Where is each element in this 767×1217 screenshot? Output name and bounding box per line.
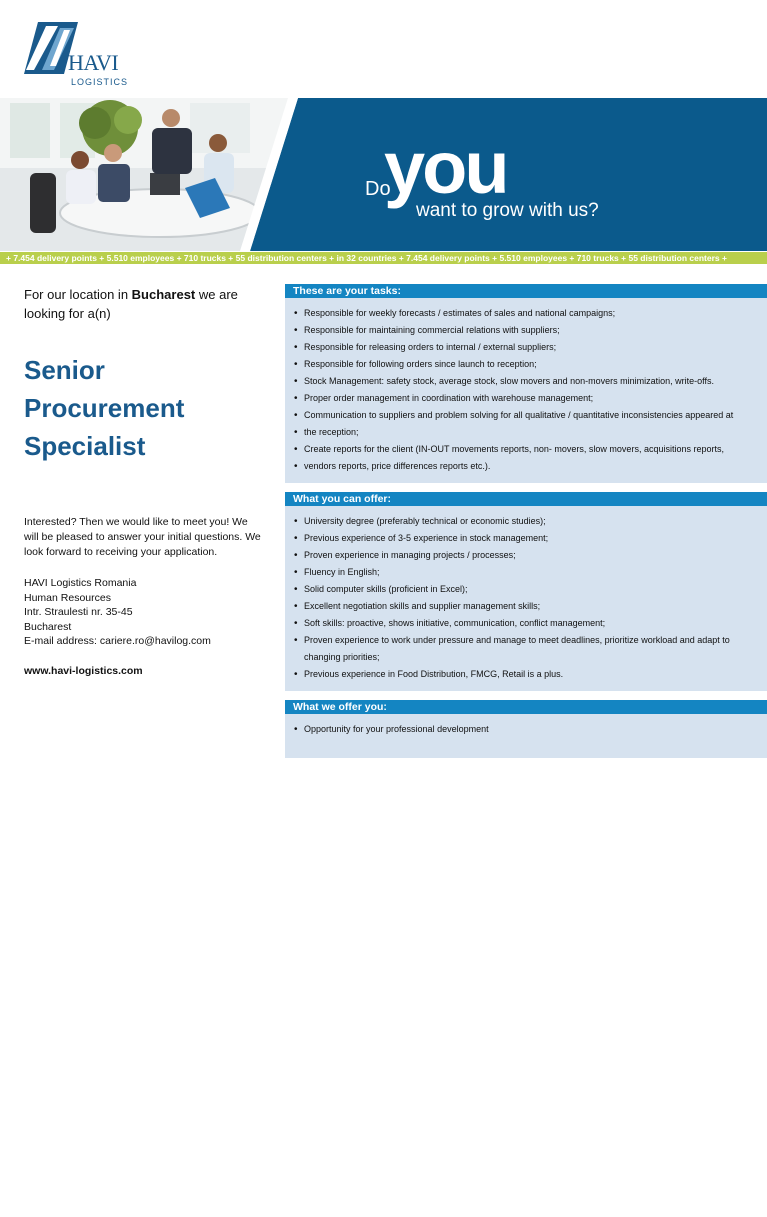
list-item-text: Proper order management in coordination with warehouse management;: [304, 393, 594, 403]
contact-email[interactable]: E-mail address: cariere.ro@havilog.com: [24, 635, 211, 647]
location-intro: [24, 285, 264, 323]
list-item-text: Responsible for following orders since launch to reception;: [304, 359, 537, 369]
list-item: [293, 547, 757, 564]
bullet-icon: •: [294, 376, 298, 387]
list-item-text: Responsible for releasing orders to internal / external suppliers;: [304, 342, 557, 352]
list-item-text: Solid computer skills (proficient in Excel);: [304, 584, 468, 594]
list-item: [293, 339, 757, 356]
website-link[interactable]: www.havi-logistics.com: [24, 664, 143, 677]
list-item-text: Excellent negotiation skills and supplier management skills;: [304, 601, 541, 611]
list-item: [293, 581, 757, 598]
bullet-icon: •: [294, 359, 298, 370]
list-item: [293, 564, 757, 581]
tasks-list: [293, 305, 757, 475]
section-requirements: [285, 492, 767, 691]
contact-line: HAVI Logistics Romania: [24, 577, 137, 589]
list-item: [293, 458, 757, 475]
bullet-icon: •: [294, 567, 298, 578]
list-item: [293, 441, 757, 458]
bullet-icon: •: [294, 618, 298, 629]
list-item: [293, 356, 757, 373]
right-column: [285, 284, 767, 758]
bullet-icon: •: [294, 325, 298, 336]
list-item: [293, 615, 757, 632]
list-item-text: Communication to suppliers and problem solving for all qualitative / quantitative inconsistencies appeared at: [304, 410, 734, 420]
bullet-icon: •: [294, 550, 298, 561]
list-item: [293, 407, 757, 424]
banner-slogan: want to grow with us?: [416, 200, 599, 221]
list-item-text: Proven experience to work under pressure and manage to meet deadlines, prioritize workload and adapt to changing priorities;: [304, 635, 730, 662]
bullet-icon: •: [294, 410, 298, 421]
bullet-icon: •: [294, 393, 298, 404]
list-item: [293, 530, 757, 547]
bullet-icon: •: [294, 635, 298, 646]
list-item-text: Previous experience in Food Distribution, FMCG, Retail is a plus.: [304, 669, 564, 679]
bullet-icon: •: [294, 601, 298, 612]
section-heading: These are your tasks:: [285, 284, 767, 298]
job-title-line: Specialist: [24, 431, 146, 461]
list-item: [293, 373, 757, 390]
list-item-text: Soft skills: proactive, shows initiative, communication, conflict management;: [304, 618, 606, 628]
list-item-text: the reception;: [304, 427, 359, 437]
section-body: [285, 506, 767, 691]
list-item: [293, 598, 757, 615]
list-item-text: Previous experience of 3-5 experience in stock management;: [304, 533, 549, 543]
section-body: [285, 298, 767, 483]
section-heading: What we offer you:: [285, 700, 767, 714]
list-item: [293, 390, 757, 407]
stats-ticker: + 7.454 delivery points + 5.510 employees + 710 trucks + 55 distribution centers + in 32 countries + 7.454 delivery points + 5.510 employees + 710 trucks + 55 distribution centers +: [0, 252, 767, 264]
bullet-icon: •: [294, 516, 298, 527]
bullet-icon: •: [294, 584, 298, 595]
list-item-text: Stock Management: safety stock, average stock, slow movers and non-movers minimization, write-offs.: [304, 376, 714, 386]
list-item: [293, 424, 757, 441]
job-title-line: Senior: [24, 355, 105, 385]
contact-address: [24, 576, 264, 649]
bullet-icon: •: [294, 533, 298, 544]
logo-wordmark: HAVI: [68, 50, 119, 75]
list-item: [293, 513, 757, 530]
list-item: [293, 632, 757, 666]
list-item-text: Responsible for maintaining commercial relations with suppliers;: [304, 325, 560, 335]
job-title: [24, 351, 264, 465]
list-item-text: University degree (preferably technical or economic studies);: [304, 516, 546, 526]
requirements-list: [293, 513, 757, 683]
list-item: [293, 305, 757, 322]
banner-you-text: you: [384, 126, 507, 209]
list-item-text: Opportunity for your professional development: [304, 724, 489, 734]
section-benefits: [285, 700, 767, 758]
section-heading: What you can offer:: [285, 492, 767, 506]
bullet-icon: •: [294, 427, 298, 438]
section-body: [285, 714, 767, 758]
list-item-text: Proven experience in managing projects / processes;: [304, 550, 516, 560]
intro-text: For our location in: [24, 287, 132, 302]
intro-text-end: we are looking for a(n): [24, 287, 238, 321]
contact-line: Bucharest: [24, 620, 72, 633]
list-item-text: Create reports for the client (IN-OUT movements reports, non- movers, slow movers, acquisitions reports,: [304, 444, 724, 454]
bullet-icon: •: [294, 461, 298, 472]
left-column: [24, 285, 264, 677]
bullet-icon: •: [294, 669, 298, 680]
list-item: [293, 322, 757, 339]
banner-do-text: Do: [365, 178, 391, 200]
list-item: [293, 666, 757, 683]
contact-line: Intr. Straulesti nr. 35-45: [24, 606, 133, 618]
intro-city: Bucharest: [131, 287, 196, 302]
bullet-icon: •: [294, 724, 298, 735]
job-title-line: Procurement: [24, 393, 185, 423]
application-invitation: Interested? Then we would like to meet you! We will be pleased to answer your initial questions. We look forward to receiving your application.: [24, 516, 261, 558]
benefits-list: [293, 721, 757, 738]
bullet-icon: •: [294, 342, 298, 353]
bullet-icon: •: [294, 444, 298, 455]
bullet-icon: •: [294, 308, 298, 319]
contact-line: Human Resources: [24, 591, 111, 604]
section-tasks: [285, 284, 767, 483]
list-item: [293, 721, 757, 738]
logo-subtitle: LOGISTICS: [71, 77, 129, 87]
list-item-text: vendors reports, price differences reports etc.).: [304, 461, 491, 471]
list-item-text: Responsible for weekly forecasts / estimates of sales and national campaigns;: [304, 308, 616, 318]
list-item-text: Fluency in English;: [304, 567, 380, 577]
havi-logo: [24, 22, 134, 88]
